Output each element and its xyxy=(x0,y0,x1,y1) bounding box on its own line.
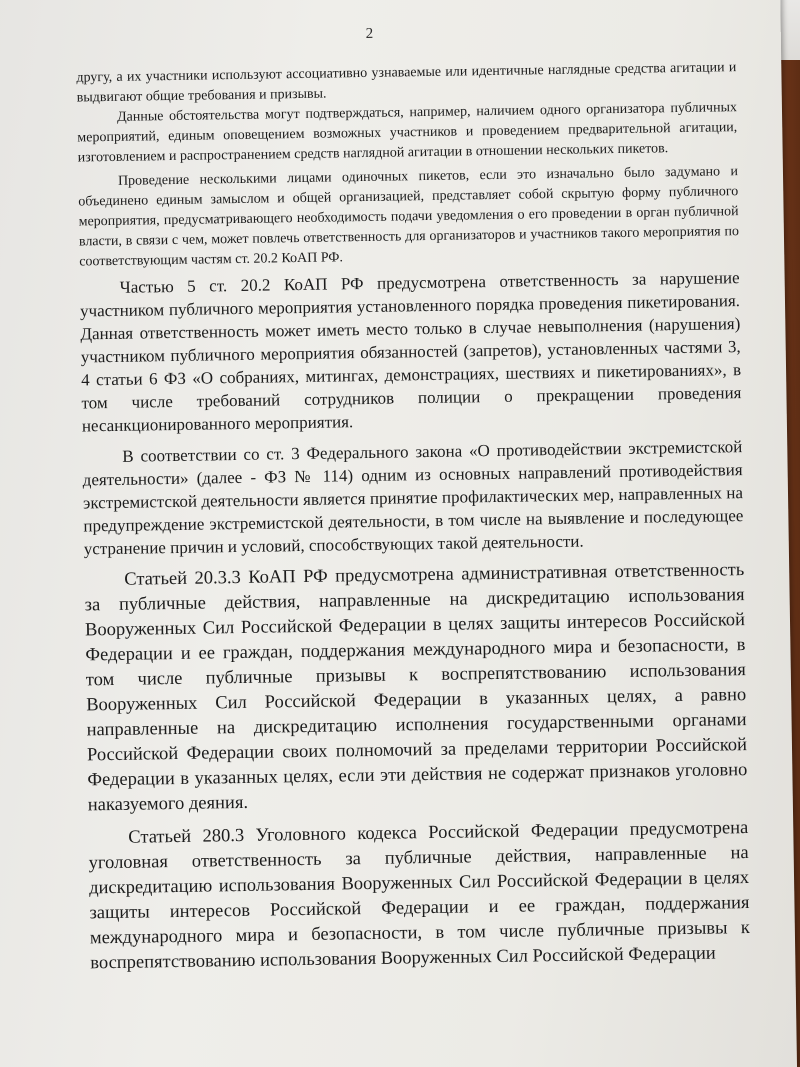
paragraph-1: другу, а их участники используют ассоциативно узнаваемые или идентичные наглядные средства агитации и выдвигают общие требования и призывы. xyxy=(76,60,737,106)
paragraph-4: Частью 5 ст. 20.2 КоАП РФ предусмотрена ответственность за нарушение участником публичного мероприятия установленного порядка проведения пикетирования. Данная ответственность может иметь место только в случае невыполнения (нарушения) участником публичного мероприятия обязанностей (запретов), установленных частями 3, 4 статьи 6 ФЗ «О собраниях, митингах, демонстрациях, шествиях и пикетированиях», в том числе требований сотрудников полиции о прекращении проведения несанкционированного мероприятия. xyxy=(79,268,742,436)
paragraph-7: Статьей 280.3 Уголовного кодекса Российской Федерации предусмотрена уголовная ответственность за публичные действия, направленные на дискредитацию использования Вооруженных Сил Российской Федерации в целях защиты интересов Российской Федерации и ее граждан, поддержания международного мира и безопасности, в том числе публичные призывы к воспрепятствованию использования Вооруженных Сил Российской Федерации xyxy=(88,818,750,974)
paragraph-6: Статьей 20.3.3 КоАП РФ предусмотрена административная ответственность за публичные действия, направленные на дискредитацию использования Вооруженных Сил Российской Федерации в целях защиты интересов Российской Федерации и ее граждан, поддержания международного мира и безопасности, в том числе публичные призывы к воспрепятствованию использования Вооруженных Сил Российской Федерации в указанных целях, а равно направленные на дискредитацию исполнения государственными органами Российской Федерации своих полномочий за пределами территории Российской Федерации в указанных целях, если эти действия не содержат признаков уголовно наказуемого деяния. xyxy=(84,560,748,816)
page-number: 2 xyxy=(365,25,374,42)
paragraph-5: В соответствии со ст. 3 Федерального закона «О противодействии экстремистской деятельности» (далее - ФЗ № 114) одним из основных направлений противодействия экстремистской деятельности является принятие профилактических мер, направленных на предупреждение экстремистской деятельности, в том числе на выявление и последующее устранение причин и условий, способствующих такой деятельности. xyxy=(82,437,744,559)
paragraph-3: Проведение несколькими лицами одиночных пикетов, если это изначально было задумано и объединено единым замыслом и общей организацией, представляет собой скрытую форму публичного мероприятия, предусматривающего необходимость подачи уведомления о его проведении в орган публичной власти, в связи с чем, может повлечь ответственность для организаторов и участников такого мероприятия по соответствующим частям ст. 20.2 КоАП РФ. xyxy=(78,164,740,270)
document-body xyxy=(76,58,750,976)
paragraph-2: Данные обстоятельства могут подтверждаться, например, наличием одного организатора публичных мероприятий, единым оповещением возможных участников и проведением предварительной агитации, изготовлением и распространением средств наглядной агитации в отношении нескольких пикетов. xyxy=(77,100,738,166)
